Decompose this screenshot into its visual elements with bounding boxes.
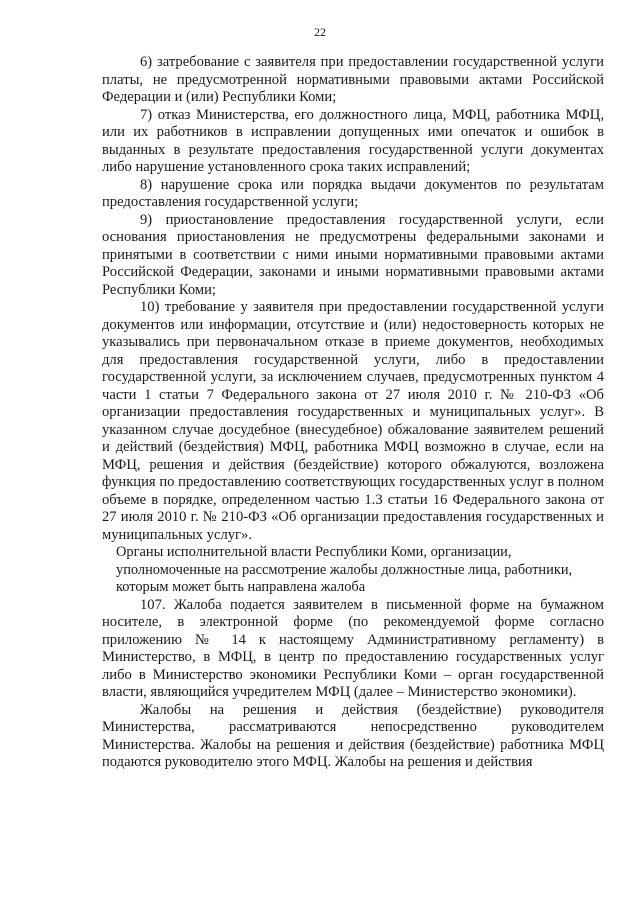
page-number: 22	[314, 25, 326, 39]
paragraph-107: 107. Жалоба подается заявителем в письменной форме на бумажном носителе, в электронной форме (по рекомендуемой форме согласно приложению № 14 к настоящему Административному регламенту) в Министерство, в МФЦ, в центр по предоставлению государственных услуг либо в Министерство экономики Республики Коми – орган государственной власти, являющийся учредителем МФЦ (далее – Министерство экономики).	[102, 596, 604, 700]
document-body	[102, 54, 604, 772]
section-heading	[102, 544, 604, 597]
paragraph-complaints: Жалобы на решения и действия (бездействие) руководителя Министерства, рассматриваются непосредственно руководителем Министерства. Жалобы на решения и действия (бездействие) работника МФЦ подаются руководителю этого МФЦ. Жалобы на решения и действия	[102, 701, 604, 770]
list-item-7: 7) отказ Министерства, его должностного лица, МФЦ, работника МФЦ, или их работников в исправлении допущенных ими опечаток и ошибок в выданных в результате предоставления государственной услуги документах либо нарушение установленного срока таких исправлений;	[102, 106, 604, 175]
list-item-8: 8) нарушение срока или порядка выдачи документов по результатам предоставления государственной услуги;	[102, 176, 604, 210]
list-item-9: 9) приостановление предоставления государственной услуги, если основания приостановления не предусмотрены федеральными законами и принятыми в соответствии с ними иными нормативными правовыми актами Российской Федерации, законами и иными нормативными правовыми актами Республики Коми;	[102, 211, 604, 298]
heading-line-1: Органы исполнительной власти Республики Коми, организации,	[116, 544, 512, 560]
heading-line-2: уполномоченные на рассмотрение жалобы должностные лица, работники,	[116, 561, 573, 578]
list-item-10: 10) требование у заявителя при предоставлении государственной услуги документов или информации, отсутствие и (или) недостоверность которых не указывались при первоначальном отказе в приеме документов, необходимых для предоставления государственной услуги, либо в предоставлении государственной услуги, за исключением случаев, предусмотренных пунктом 4 части 1 статьи 7 Федерального закона от 27 июля 2010 г. № 210-ФЗ «Об организации предоставления государственных и муниципальных услуг». В указанном случае досудебное (внесудебное) обжалование заявителем решений и действий (бездействия) МФЦ, работника МФЦ возможно в случае, если на МФЦ, решения и действия (бездействие) которого обжалуются, возложена функция по предоставлению соответствующих государственных услуг в полном объеме в порядке, определенном частью 1.3 статьи 16 Федерального закона от 27 июля 2010 г. № 210-ФЗ «Об организации предоставления государственных и муниципальных услуг».	[102, 299, 604, 543]
heading-line-3: которым может быть направлена жалоба	[116, 579, 366, 595]
list-item-6: 6) затребование с заявителя при предоставлении государственной услуги платы, не предусмотренной нормативными правовыми актами Российской Федерации и (или) Республики Коми;	[102, 54, 604, 105]
